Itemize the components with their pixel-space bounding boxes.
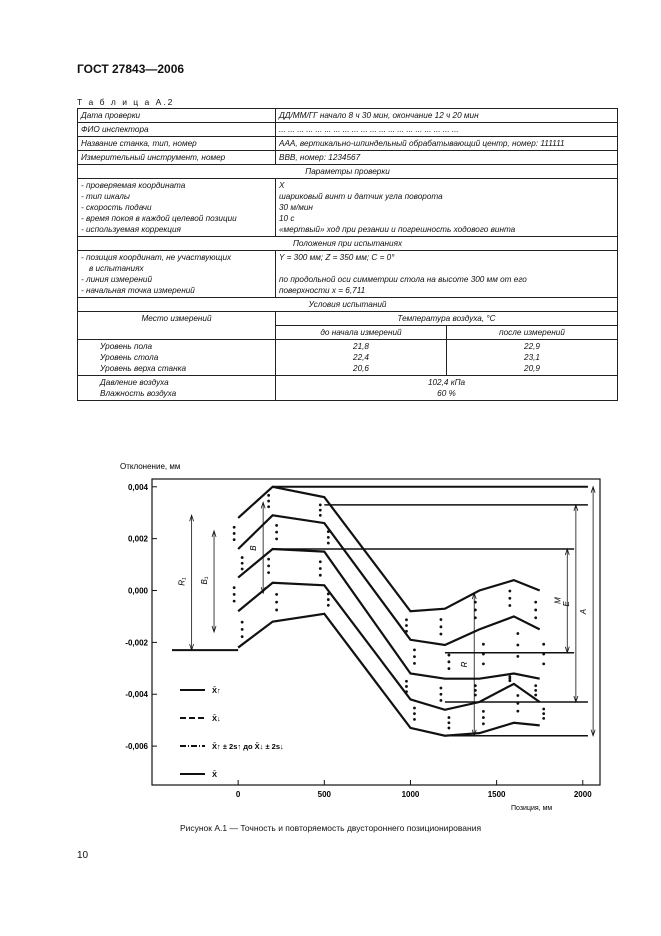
data-point [275, 593, 278, 596]
positions-labels: - позиция координат, не участвующих в испытаниях - линия измерений - начальная точка измерений [78, 251, 276, 298]
positions-row [78, 251, 618, 298]
x-tick-label: 0 [235, 790, 241, 799]
data-point [319, 567, 322, 570]
data-point [267, 500, 270, 503]
before-header: до начала измерений [276, 326, 447, 340]
row-value: ВВВ, номер: 1234567 [276, 151, 618, 165]
data-point [319, 574, 322, 577]
dim-r-label: R [460, 661, 470, 668]
data-point [440, 693, 443, 696]
dim-a-label: A [579, 608, 589, 615]
data-point [542, 717, 545, 720]
data-point [327, 542, 330, 545]
dim-b1-label: B₁ [200, 576, 210, 585]
place-header: Место измерений [78, 312, 276, 340]
data-point [516, 694, 519, 697]
temp-header: Температура воздуха, °C [276, 312, 618, 326]
row-value: ... ... ... ... ... ... ... ... ... ... ... ... ... ... ... ... ... ... ... ... [276, 123, 618, 137]
positioning-chart [0, 455, 661, 820]
data-point [327, 598, 330, 601]
data-point [413, 655, 416, 658]
data-point [233, 532, 236, 535]
data-point [241, 562, 244, 565]
dim-e-label: E [561, 601, 571, 607]
data-point [534, 601, 537, 604]
data-point [542, 653, 545, 656]
y-tick-label: 0,002 [127, 534, 148, 544]
table-caption: Т а б л и ц а А.2 [77, 97, 175, 107]
data-point [482, 653, 485, 656]
series-line [238, 549, 540, 679]
data-point [275, 538, 278, 541]
data-point [233, 526, 236, 529]
table-row [78, 137, 618, 151]
data-point [267, 558, 270, 561]
level-after: 22,9 23,1 20,9 [447, 340, 618, 376]
data-point [508, 590, 511, 593]
data-point [241, 621, 244, 624]
data-point [275, 524, 278, 527]
data-point [516, 702, 519, 705]
data-point [405, 624, 408, 627]
data-point [482, 722, 485, 725]
data-point [327, 530, 330, 533]
page-number: 10 [77, 850, 89, 861]
data-point [405, 618, 408, 621]
y-axis-label: Отклонение, мм [120, 462, 181, 471]
conditions-heading: Условия испытаний [78, 298, 618, 312]
data-point [516, 710, 519, 713]
legend-label: X̄↓ [212, 714, 221, 723]
data-point [448, 727, 451, 730]
legend-label: X̄↑ ± 2s↑ до X̄↓ ± 2s↓ [212, 742, 284, 751]
data-point [534, 616, 537, 619]
data-point [327, 536, 330, 539]
data-point [448, 716, 451, 719]
data-point [413, 712, 416, 715]
dim-r1-label: R₁ [177, 577, 187, 586]
data-point [440, 633, 443, 636]
data-point [448, 654, 451, 657]
x-tick-label: 500 [317, 790, 331, 799]
x-tick-label: 2000 [573, 790, 592, 799]
data-point [275, 531, 278, 534]
data-point [267, 505, 270, 508]
y-tick-label: -0,004 [125, 690, 148, 700]
data-point [516, 655, 519, 658]
data-point [275, 601, 278, 604]
data-point [241, 568, 244, 571]
data-point [508, 597, 511, 600]
data-point [440, 699, 443, 702]
data-point [482, 710, 485, 713]
data-point [241, 556, 244, 559]
data-point [440, 687, 443, 690]
data-point [319, 504, 322, 507]
x-tick-label: 1000 [401, 790, 420, 799]
data-point [482, 716, 485, 719]
series-line [238, 583, 540, 710]
y-tick-label: 0,004 [127, 482, 148, 492]
data-point [448, 660, 451, 663]
data-point [241, 635, 244, 638]
data-point [482, 662, 485, 665]
data-point [440, 625, 443, 628]
data-point [233, 600, 236, 603]
data-point [542, 643, 545, 646]
y-tick-label: -0,006 [125, 742, 148, 752]
data-point [413, 707, 416, 710]
page-header: ГОСТ 27843—2006 [77, 62, 185, 76]
table-row [78, 109, 618, 123]
data-point [413, 648, 416, 651]
data-point [482, 643, 485, 646]
data-point [267, 564, 270, 567]
positions-values: Y = 300 мм; Z = 350 мм; C = 0° по продольной оси симметрии стола на высоте 300 мм от его поверхности x = 6,711 [276, 251, 618, 298]
data-point [534, 694, 537, 697]
data-point [534, 689, 537, 692]
data-point [319, 509, 322, 512]
legend-label: X̄ [212, 770, 218, 779]
data-point [542, 708, 545, 711]
data-point [405, 680, 408, 683]
data-point [405, 690, 408, 693]
data-point [405, 685, 408, 688]
inspection-table [77, 108, 618, 401]
data-point [327, 604, 330, 607]
data-point [534, 684, 537, 687]
series-line [238, 614, 540, 736]
params-values: X шариковый винт и датчик угла поворота 30 м/мин 10 с «мертвый» ход при резании и погрешность ходового винта [276, 179, 618, 237]
data-point [440, 618, 443, 621]
data-point [542, 662, 545, 665]
data-point [448, 721, 451, 724]
data-point [267, 571, 270, 574]
table-row [78, 123, 618, 137]
x-tick-label: 1500 [487, 790, 506, 799]
data-point [327, 592, 330, 595]
data-point [516, 632, 519, 635]
after-header: после измерений [447, 326, 618, 340]
data-point [542, 712, 545, 715]
data-point [534, 609, 537, 612]
dim-m-label: M [553, 597, 563, 604]
pressure-values: 102,4 кПа 60 % [276, 376, 618, 401]
row-label: Дата проверки [78, 109, 276, 123]
y-tick-label: -0,002 [125, 638, 148, 648]
plot-frame [152, 479, 600, 785]
data-point [233, 538, 236, 541]
params-labels: - проверяемая координата - тип шкалы - скорость подачи - время покоя в каждой целевой позиции - используемая коррекция [78, 179, 276, 237]
data-point [508, 679, 511, 682]
dim-b-label: B [249, 545, 259, 551]
positions-heading: Положения при испытаниях [78, 237, 618, 251]
row-value: ДД/ММ/ГГ начало 8 ч 30 мин, окончание 12 ч 20 мин [276, 109, 618, 123]
row-label: ФИО инспектора [78, 123, 276, 137]
data-point [241, 628, 244, 631]
row-label: Измерительный инструмент, номер [78, 151, 276, 165]
data-point [448, 667, 451, 670]
data-point [319, 514, 322, 517]
data-point [233, 586, 236, 589]
series-line [238, 515, 540, 645]
row-label: Название станка, тип, номер [78, 137, 276, 151]
params-heading: Параметры проверки [78, 165, 618, 179]
level-before: 21,8 22,4 20,6 [276, 340, 447, 376]
figure-caption: Рисунок А.1 — Точность и повторяемость двустороннего позиционирования [179, 823, 482, 833]
data-point [508, 604, 511, 607]
level-names: Уровень пола Уровень стола Уровень верха станка [78, 340, 276, 376]
pressure-labels: Давление воздуха Влажность воздуха [78, 376, 276, 401]
y-tick-label: 0,000 [127, 586, 148, 596]
data-point [516, 644, 519, 647]
table-row [78, 151, 618, 165]
row-value: ААА, вертикально-шпиндельный обрабатывающий центр, номер: 111111 [276, 137, 618, 151]
data-point [405, 630, 408, 633]
data-point [267, 494, 270, 497]
x-axis-label: Позиция, мм [511, 805, 553, 812]
legend-label: X̄↑ [212, 686, 221, 695]
data-point [319, 560, 322, 563]
data-point [413, 662, 416, 665]
params-row [78, 179, 618, 237]
data-point [413, 718, 416, 721]
pressure-row [78, 376, 618, 401]
levels-row [78, 340, 618, 376]
data-point [275, 609, 278, 612]
data-point [233, 593, 236, 596]
